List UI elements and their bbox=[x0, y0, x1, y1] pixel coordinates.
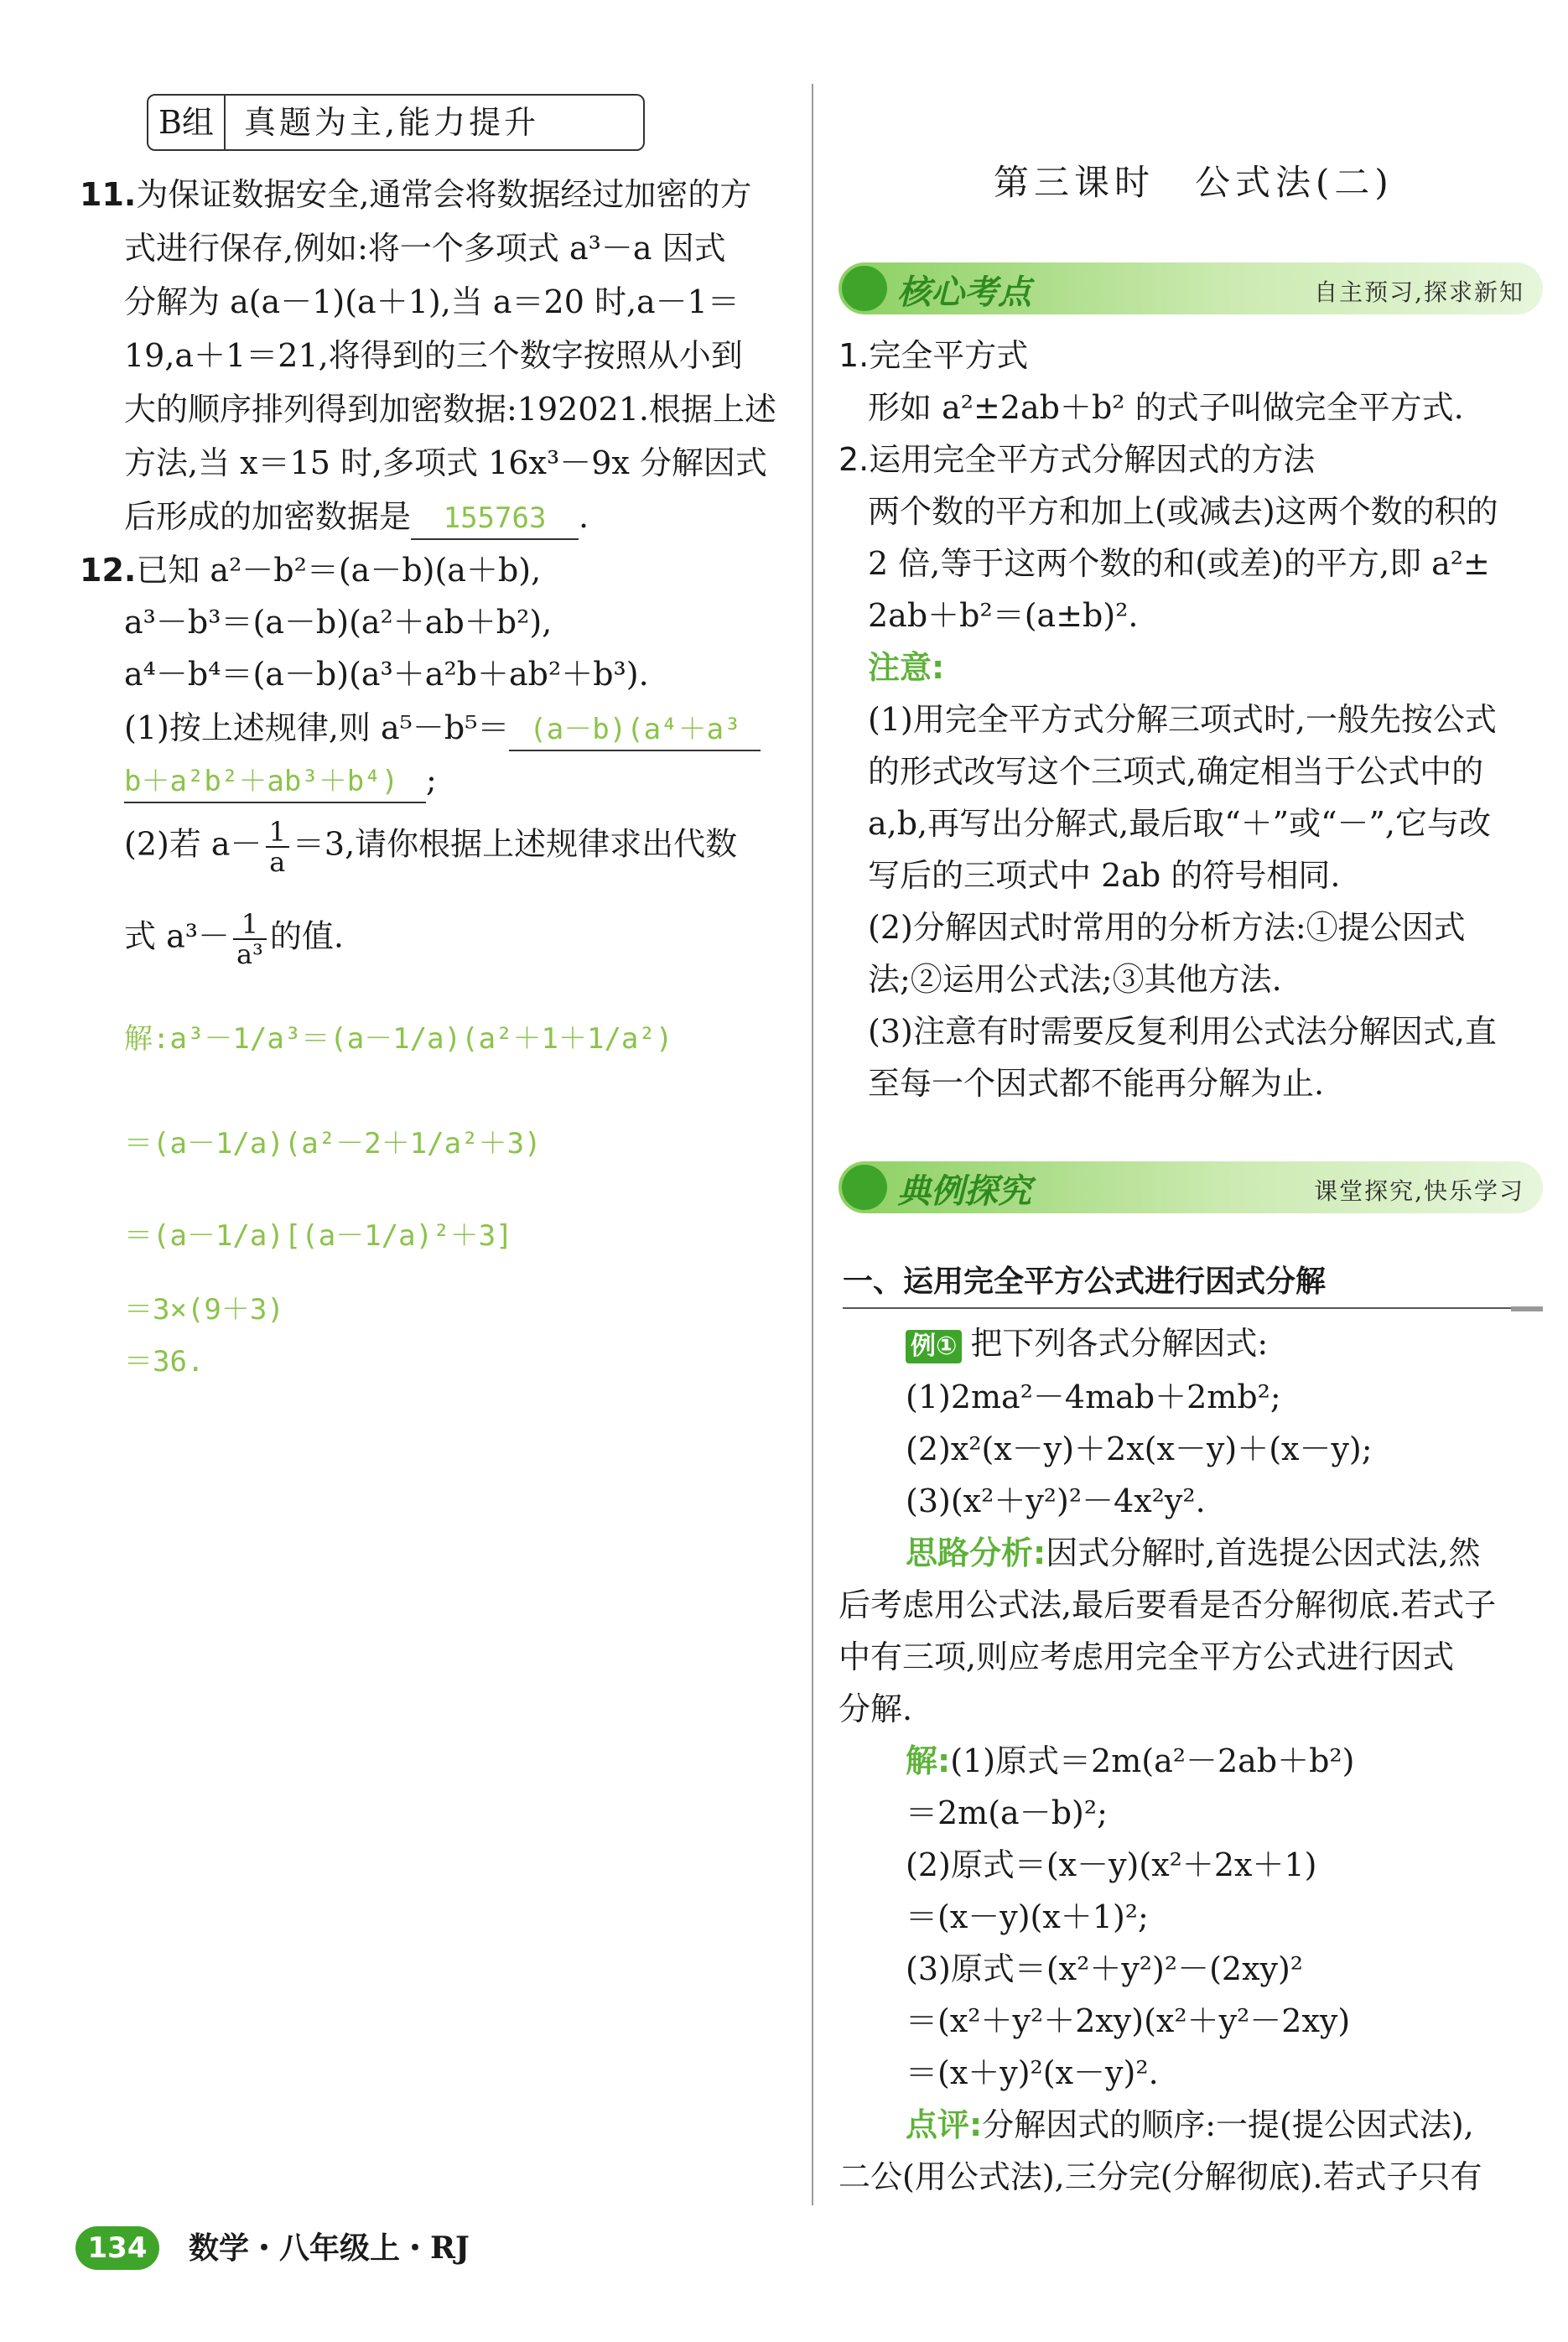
note-line-4: (2)分解因式时常用的分析方法:①提公因式 bbox=[868, 909, 1466, 946]
solution-line-1: ＝2m(a－b)²; bbox=[906, 1794, 1108, 1831]
solution-line-6: ＝(x＋y)²(x－y)². bbox=[906, 2054, 1159, 2091]
page-number: 134 bbox=[75, 2226, 159, 2270]
group-label-box bbox=[147, 94, 645, 151]
example-heading: 例① 把下列各式分解因式: bbox=[906, 1323, 1268, 1363]
core-points-banner: 核心考点 自主预习,探求新知 bbox=[839, 262, 1543, 314]
analysis-line-0: 思路分析:因式分解时,首选提公因式法,然 bbox=[906, 1535, 1481, 1571]
analysis-label: 思路分析: bbox=[906, 1535, 1046, 1571]
lesson-title: 第三课时 公式法(二) bbox=[994, 162, 1394, 203]
q12-answer-2: b＋a²b²＋ab³＋b⁴) bbox=[124, 761, 426, 803]
note-line-2: a,b,再写出分解式,最后取“＋”或“－”,它与改 bbox=[868, 805, 1492, 842]
k2-line-1: 2 倍,等于这两个数的和(或差)的平方,即 a²± bbox=[868, 545, 1490, 582]
q12-part2: (2)若 a－ $\frac{1}{a}$ ＝3,请你根据上述规律求出代数 bbox=[124, 816, 738, 878]
q11-line-2: 分解为 a(a－1)(a＋1),当 a＝20 时,a－1＝ bbox=[124, 283, 740, 320]
q12-line-0: 12.已知 a²－b²＝(a－b)(a＋b), bbox=[80, 552, 542, 589]
chart-icon bbox=[842, 1165, 887, 1210]
fraction: $\frac{1}{a}$ bbox=[266, 818, 289, 876]
k1-title: 1.完全平方式 bbox=[839, 337, 1029, 374]
q11-answer: 155763 bbox=[411, 498, 579, 540]
example-item-0: (1)2ma²－4mab＋2mb²; bbox=[906, 1379, 1281, 1415]
q12-solution-0: 解:a³－1/a³＝(a－1/a)(a²＋1＋1/a²) bbox=[124, 1022, 673, 1056]
group-tag: B组 bbox=[148, 96, 226, 149]
q12-solution-1: ＝(a－1/a)(a²－2＋1/a²＋3) bbox=[124, 1127, 542, 1161]
analysis-line-1: 后考虑用公式法,最后要看是否分解彻底.若式子 bbox=[839, 1586, 1497, 1623]
q12-part1: (1)按上述规律,则 a⁵－b⁵＝ (a－b)(a⁴＋a³ bbox=[124, 708, 761, 751]
fraction: $\frac{1}{\text{a³}}$ bbox=[233, 910, 267, 968]
column-divider bbox=[812, 84, 813, 2205]
note-line-0: (1)用完全平方式分解三项式时,一般先按公式 bbox=[868, 701, 1497, 738]
example-tag: 例① bbox=[906, 1330, 962, 1363]
comment-line-1: 二公(用公式法),三分完(分解彻底).若式子只有 bbox=[839, 2158, 1482, 2195]
example-item-2: (3)(x²＋y²)²－4x²y². bbox=[906, 1483, 1206, 1519]
examples-banner: 典例探究 课堂探究,快乐学习 bbox=[839, 1161, 1543, 1213]
solution-line-2: (2)原式＝(x－y)(x²＋2x＋1) bbox=[906, 1846, 1317, 1883]
q11-line-1: 式进行保存,例如:将一个多项式 a³－a 因式 bbox=[124, 230, 726, 267]
q11-line-4: 大的顺序排列得到加密数据:192021.根据上述 bbox=[124, 391, 776, 428]
heart-icon bbox=[842, 266, 887, 311]
q12-solution-2: ＝(a－1/a)[(a－1/a)²＋3] bbox=[124, 1219, 513, 1253]
note-line-7: 至每一个因式都不能再分解为止. bbox=[868, 1065, 1325, 1102]
q12-line-2: a⁴－b⁴＝(a－b)(a³＋a²b＋ab²＋b³). bbox=[124, 656, 649, 693]
analysis-line-2: 中有三项,则应考虑用完全平方公式进行因式 bbox=[839, 1638, 1455, 1675]
q12-line-1: a³－b³＝(a－b)(a²＋ab＋b²), bbox=[124, 604, 553, 641]
q12-solution-4: ＝36. bbox=[124, 1345, 205, 1379]
example-item-1: (2)x²(x－y)＋2x(x－y)＋(x－y); bbox=[906, 1431, 1373, 1467]
comment-line-0: 点评:分解因式的顺序:一提(提公因式法), bbox=[906, 2106, 1474, 2143]
note-label: 注意: bbox=[868, 649, 945, 686]
section-title: 一、运用完全平方公式进行因式分解 bbox=[843, 1258, 1543, 1309]
note-line-6: (3)注意有时需要反复利用公式法分解因式,直 bbox=[868, 1013, 1497, 1050]
k1-text: 形如 a²±2ab＋b² 的式子叫做完全平方式. bbox=[868, 389, 1464, 426]
k2-line-0: 两个数的平方和加上(或减去)这两个数的积的 bbox=[868, 493, 1498, 530]
analysis-line-3: 分解. bbox=[839, 1690, 913, 1727]
q11-line-0: 11.为保证数据安全,通常会将数据经过加密的方 bbox=[80, 176, 752, 213]
q11-line-5: 方法,当 x＝15 时,多项式 16x³－9x 分解因式 bbox=[124, 444, 767, 481]
note-line-1: 的形式改写这个三项式,确定相当于公式中的 bbox=[868, 753, 1484, 790]
comment-label: 点评: bbox=[906, 2106, 983, 2143]
solution-line-0: 解:(1)原式＝2m(a²－2ab＋b²) bbox=[906, 1742, 1355, 1779]
note-line-5: 法;②运用公式法;③其他方法. bbox=[868, 961, 1282, 998]
k2-title: 2.运用完全平方式分解因式的方法 bbox=[839, 441, 1316, 478]
q11-line-3: 19,a＋1＝21,将得到的三个数字按照从小到 bbox=[124, 337, 743, 374]
q11-number: 11. bbox=[80, 176, 137, 213]
group-title: 真题为主,能力提升 bbox=[244, 104, 540, 141]
solution-line-3: ＝(x－y)(x＋1)²; bbox=[906, 1898, 1149, 1935]
solution-line-4: (3)原式＝(x²＋y²)²－(2xy)² bbox=[906, 1950, 1304, 1987]
q11-line-6: 后形成的加密数据是 155763 . bbox=[124, 496, 589, 540]
footer-text: 数学・八年级上・RJ bbox=[189, 2230, 470, 2266]
k2-line-2: 2ab＋b²＝(a±b)². bbox=[868, 597, 1139, 634]
q12-part1-cont: b＋a²b²＋ab³＋b⁴) ; bbox=[124, 760, 437, 803]
solution-label: 解: bbox=[906, 1742, 951, 1779]
q12-number: 12. bbox=[80, 552, 137, 589]
solution-line-5: ＝(x²＋y²＋2xy)(x²＋y²－2xy) bbox=[906, 2002, 1351, 2039]
q12-solution-3: ＝3×(9＋3) bbox=[124, 1293, 284, 1327]
note-line-3: 写后的三项式中 2ab 的符号相同. bbox=[868, 857, 1341, 894]
q12-answer-1: (a－b)(a⁴＋a³ bbox=[509, 709, 761, 751]
q12-part2-cont: 式 a³－ $\frac{1}{\text{a³}}$ 的值. bbox=[124, 908, 344, 970]
